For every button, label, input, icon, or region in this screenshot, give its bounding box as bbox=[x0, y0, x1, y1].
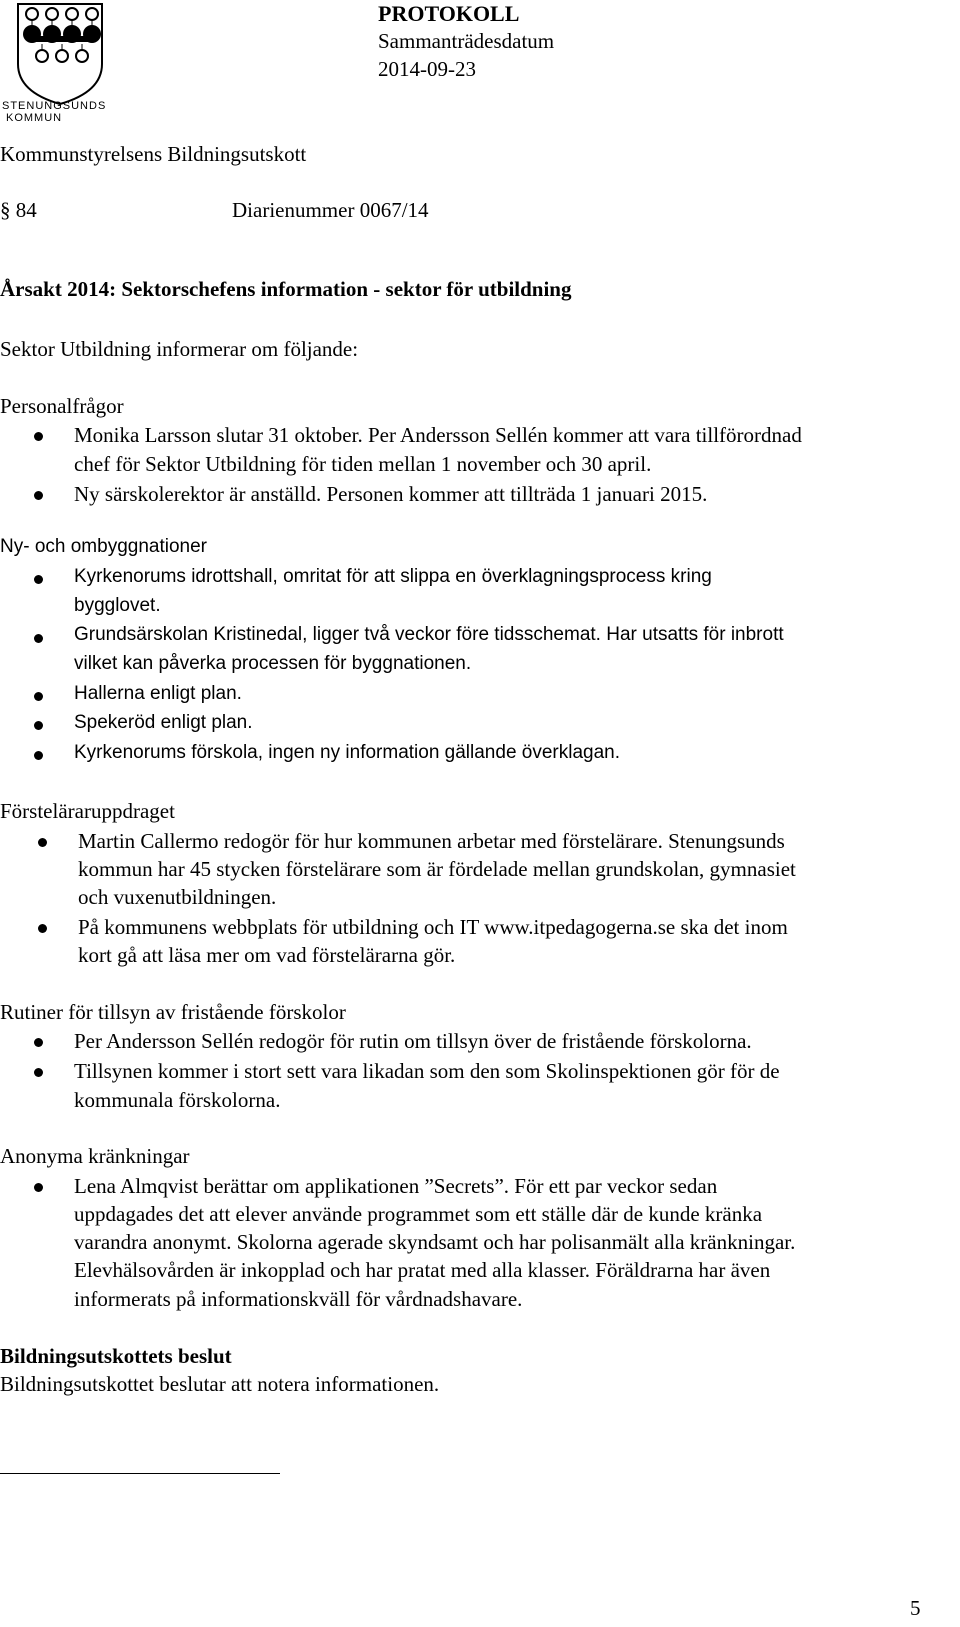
logo-text: STENUNGSUNDS KOMMUN bbox=[2, 100, 107, 124]
list-item: uppdagades det att elever använde programmet som ett ställe där de kunde kränka bbox=[74, 1202, 763, 1226]
list-item: kommunala förskolorna. bbox=[74, 1088, 281, 1112]
list-item: chef för Sektor Utbildning för tiden mellan 1 november och 30 april. bbox=[74, 452, 652, 476]
meeting-date: 2014-09-23 bbox=[378, 57, 476, 81]
bullet-icon bbox=[34, 1068, 43, 1077]
list-item: informerats på informationskväll för vårdnadshavare. bbox=[74, 1287, 523, 1311]
case-title: Årsakt 2014: Sektorschefens information - sektor för utbildning bbox=[0, 277, 572, 301]
committee-name: Kommunstyrelsens Bildningsutskott bbox=[0, 142, 307, 166]
list-item: vilket kan påverka processen för byggnationen. bbox=[74, 653, 472, 674]
list-item: Lena Almqvist berättar om applikationen ”Secrets”. För ett par veckor sedan bbox=[74, 1174, 718, 1198]
bullet-icon bbox=[34, 491, 43, 500]
list-item: Kyrkenorums idrottshall, omritat för att slippa en överklagningsprocess kring bbox=[74, 566, 712, 587]
page-number: 5 bbox=[910, 1596, 921, 1620]
decision-heading: Bildningsutskottets beslut bbox=[0, 1344, 232, 1368]
bullet-icon bbox=[34, 1183, 43, 1192]
list-item: och vuxenutbildningen. bbox=[78, 885, 277, 909]
bullet-icon bbox=[34, 751, 43, 760]
doc-type: PROTOKOLL bbox=[378, 1, 520, 26]
list-item: På kommunens webbplats för utbildning och IT www.itpedagogerna.se ska det inom bbox=[78, 915, 788, 939]
list-item: Spekeröd enligt plan. bbox=[74, 712, 253, 733]
list-item: Tillsynen kommer i stort sett vara likadan som den som Skolinspektionen gör för de bbox=[74, 1059, 780, 1083]
section-heading: Anonyma kränkningar bbox=[0, 1144, 190, 1168]
section-heading: Personalfrågor bbox=[0, 394, 124, 418]
signature-rule bbox=[0, 1473, 280, 1474]
section-heading: Ny- och ombyggnationer bbox=[0, 536, 207, 557]
intro-text: Sektor Utbildning informerar om följande: bbox=[0, 337, 359, 361]
diary-number: Diarienummer 0067/14 bbox=[232, 198, 429, 222]
bullet-icon bbox=[34, 432, 43, 441]
list-item: Ny särskolerektor är anställd. Personen kommer att tillträda 1 januari 2015. bbox=[74, 482, 708, 506]
list-item: Elevhälsovården är inkopplad och har pratat med alla klasser. Föräldrarna har även bbox=[74, 1258, 771, 1282]
paragraph-number: § 84 bbox=[0, 198, 37, 222]
list-item: Hallerna enligt plan. bbox=[74, 683, 242, 704]
list-item: kommun har 45 stycken förstelärare som är fördelade mellan grundskolan, gymnasiet bbox=[78, 857, 796, 881]
bullet-icon bbox=[38, 924, 47, 933]
section-heading: Rutiner för tillsyn av fristående förskolor bbox=[0, 1000, 346, 1024]
list-item: Kyrkenorums förskola, ingen ny information gällande överklagan. bbox=[74, 742, 621, 763]
bullet-icon bbox=[34, 634, 43, 643]
list-item: varandra anonymt. Skolorna agerade skyndsamt och har polisanmält alla kränkningar. bbox=[74, 1230, 796, 1254]
decision-text: Bildningsutskottet beslutar att notera informationen. bbox=[0, 1372, 440, 1396]
list-item: bygglovet. bbox=[74, 595, 161, 616]
section-heading: Förstelärаruppdraget bbox=[0, 799, 175, 823]
list-item: Per Andersson Sellén redogör för rutin om tillsyn över de fristående förskolorna. bbox=[74, 1029, 752, 1053]
list-item: Martin Callermo redogör för hur kommunen arbetar med förstelärare. Stenungsunds bbox=[78, 829, 785, 853]
bullet-icon bbox=[34, 692, 43, 701]
list-item: Grundsärskolan Kristinedal, ligger två veckor före tidsschemat. Har utsatts för inbrott bbox=[74, 624, 784, 645]
list-item: Monika Larsson slutar 31 oktober. Per Andersson Sellén kommer att vara tillförordnad bbox=[74, 423, 802, 447]
bullet-icon bbox=[34, 575, 43, 584]
bullet-icon bbox=[34, 1038, 43, 1047]
list-item: kort gå att läsa mer om vad förstelärarna gör. bbox=[78, 943, 456, 967]
bullet-icon bbox=[38, 838, 47, 847]
date-label: Sammanträdesdatum bbox=[378, 29, 555, 53]
bullet-icon bbox=[34, 721, 43, 730]
